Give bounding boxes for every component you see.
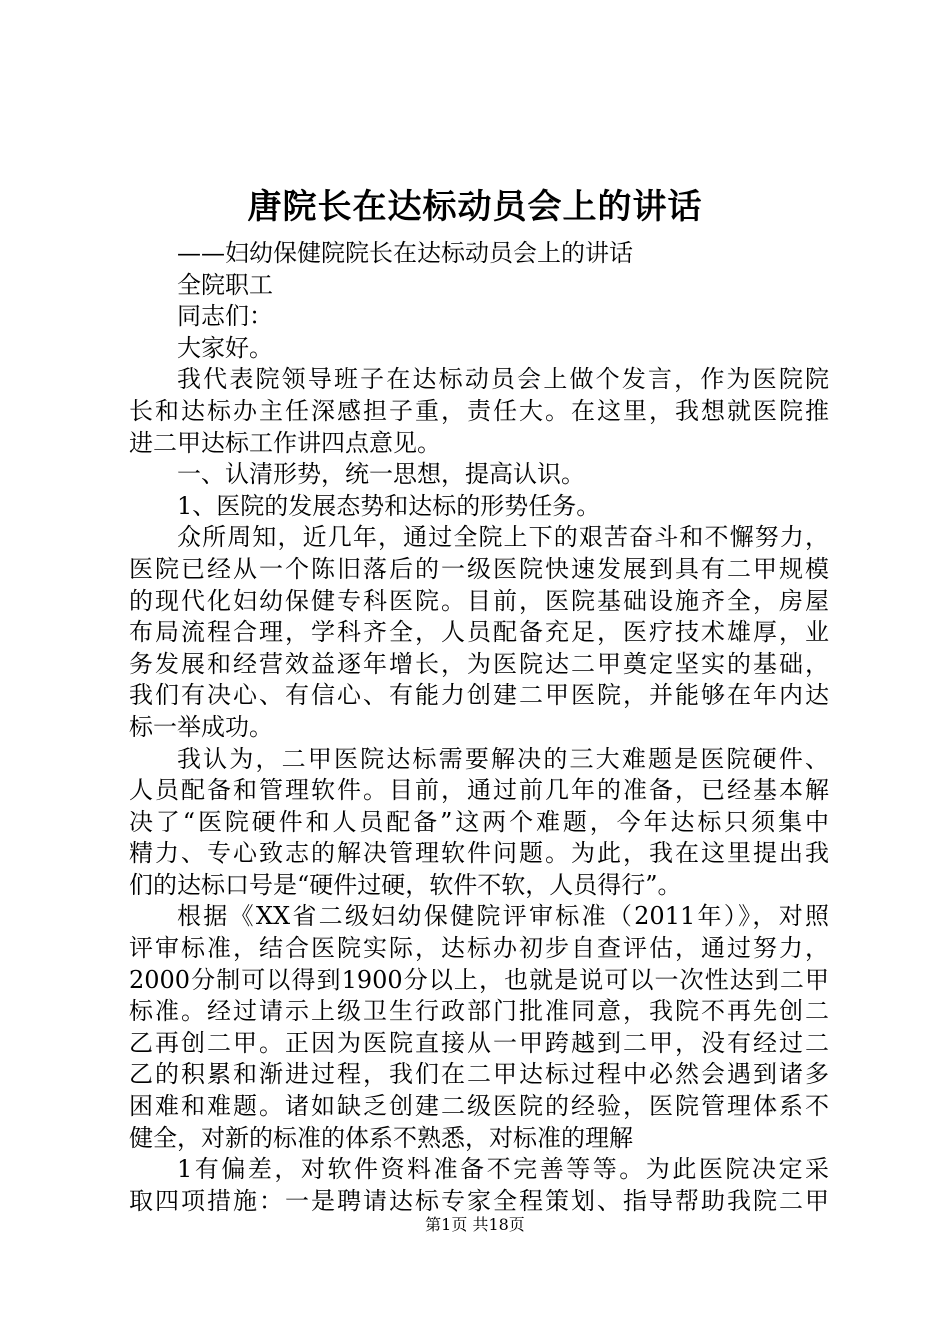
- text-line: 标一举成功。: [129, 712, 273, 741]
- text-line: 同志们：: [177, 302, 273, 331]
- text-line: 精力、专心致志的解决管理软件问题。为此，我在这里提出我: [129, 839, 829, 868]
- text-line: 人员配备和管理软件。目前，通过前几年的准备，已经基本解: [129, 776, 829, 805]
- text-line: 根据《XX省二级妇幼保健院评审标准（2011年）》，对照: [177, 902, 829, 931]
- subtitle-line: ——妇幼保健院院长在达标动员会上的讲话: [177, 239, 633, 267]
- text-line: 我们有决心、有信心、有能力创建二甲医院，并能够在年内达: [129, 681, 829, 710]
- text-line: 2000分制可以得到1900分以上，也就是说可以一次性达到二甲: [129, 965, 829, 994]
- text-line: 们的达标口号是“硬件过硬，软件不软，人员得行”。: [129, 870, 682, 899]
- text-line: 乙再创二甲。正因为医院直接从一甲跨越到二甲，没有经过二: [129, 1028, 829, 1057]
- section-heading: 一、认清形势，统一思想，提高认识。: [177, 460, 585, 489]
- document-title: 唐院长在达标动员会上的讲话: [247, 187, 703, 227]
- text-line: 众所周知，近几年，通过全院上下的艰苦奋斗和不懈努力，: [177, 523, 829, 552]
- text-line: 务发展和经营效益逐年增长，为医院达二甲奠定坚实的基础，: [129, 649, 829, 678]
- text-line: 困难和难题。诸如缺乏创建二级医院的经验，医院管理体系不: [129, 1092, 829, 1121]
- text-line: 我代表院领导班子在达标动员会上做个发言，作为医院院: [177, 365, 829, 394]
- text-line: 决了“医院硬件和人员配备”这两个难题，今年达标只须集中: [129, 807, 829, 836]
- text-line: 我认为，二甲医院达标需要解决的三大难题是医院硬件、: [177, 744, 829, 773]
- text-line: 布局流程合理，学科齐全，人员配备充足，医疗技术雄厚，业: [129, 618, 829, 647]
- text-line: 医院已经从一个陈旧落后的一级医院快速发展到具有二甲规模: [129, 554, 829, 583]
- text-line: 健全，对新的标准的体系不熟悉，对标准的理解: [129, 1123, 633, 1152]
- text-line: 标准。经过请示上级卫生行政部门批准同意，我院不再先创二: [129, 997, 829, 1026]
- text-line: 取四项措施：一是聘请达标专家全程策划、指导帮助我院二甲: [129, 1186, 829, 1215]
- text-line: 评审标准，结合医院实际，达标办初步自查评估，通过努力，: [129, 934, 829, 963]
- document-body: [129, 238, 829, 1217]
- text-line: 1有偏差，对软件资料准备不完善等等。为此医院决定采: [177, 1155, 829, 1184]
- text-line: 全院职工: [177, 270, 273, 299]
- page-footer: 第1页 共18页: [425, 1215, 525, 1234]
- text-line: 进二甲达标工作讲四点意见。: [129, 428, 441, 457]
- text-line: 的现代化妇幼保健专科医院。目前，医院基础设施齐全，房屋: [129, 586, 829, 615]
- text-line: 大家好。: [177, 333, 273, 362]
- subsection-heading: 1、医院的发展态势和达标的形势任务。: [177, 491, 601, 520]
- text-line: 长和达标办主任深感担子重，责任大。在这里，我想就医院推: [129, 396, 829, 425]
- text-line: 乙的积累和渐进过程，我们在二甲达标过程中必然会遇到诸多: [129, 1060, 829, 1089]
